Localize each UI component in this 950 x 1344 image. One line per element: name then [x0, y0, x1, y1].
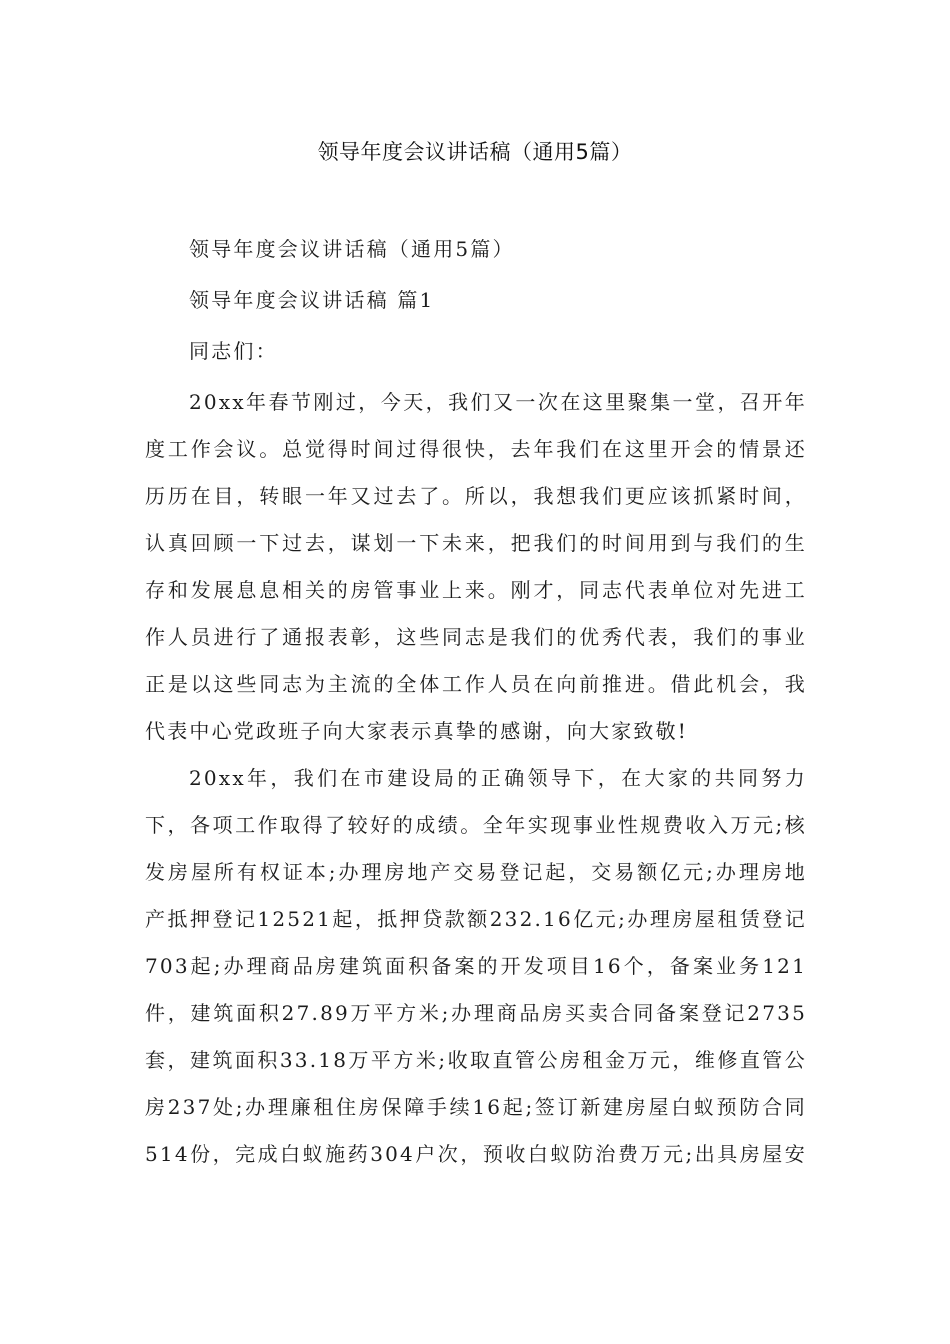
paragraph-line: 历历在目，转眼一年又过去了。所以，我想我们更应该抓紧时间，	[145, 484, 807, 508]
salutation: 同志们：	[189, 339, 278, 363]
paragraph-line: 产抵押登记12521起，抵押贷款额232.16亿元;办理房屋租赁登记	[145, 907, 807, 931]
paragraph-1	[145, 382, 807, 758]
paragraph-line: 正是以这些同志为主流的全体工作人员在向前推进。借此机会，我	[145, 672, 807, 696]
paragraph-line: 房237处;办理廉租住房保障手续16起;签订新建房屋白蚁预防合同	[145, 1095, 807, 1119]
paragraph-line: 套，建筑面积33.18万平方米;收取直管公房租金万元，维修直管公	[145, 1048, 807, 1072]
paragraph-line: 存和发展息息相关的房管事业上来。刚才，同志代表单位对先进工	[145, 578, 807, 602]
document-subtitle: 领导年度会议讲话稿（通用5篇）	[189, 237, 515, 261]
paragraph-line: 作人员进行了通报表彰，这些同志是我们的优秀代表，我们的事业	[145, 625, 807, 649]
document-title: 领导年度会议讲话稿（通用5篇）	[317, 140, 633, 164]
paragraph-line: 703起;办理商品房建筑面积备案的开发项目16个，备案业务121	[145, 954, 807, 978]
paragraph-line: 20xx年，我们在市建设局的正确领导下，在大家的共同努力	[189, 766, 807, 790]
paragraph-line: 下，各项工作取得了较好的成绩。全年实现事业性规费收入万元;核	[145, 813, 807, 837]
paragraph-line: 发房屋所有权证本;办理房地产交易登记起，交易额亿元;办理房地	[145, 860, 807, 884]
paragraph-line: 认真回顾一下过去，谋划一下未来，把我们的时间用到与我们的生	[145, 531, 807, 555]
paragraph-line: 度工作会议。总觉得时间过得很快，去年我们在这里开会的情景还	[145, 437, 807, 461]
paragraph-line: 20xx年春节刚过，今天，我们又一次在这里聚集一堂，召开年	[189, 390, 807, 414]
document-body	[145, 229, 807, 1181]
paragraph-2	[145, 758, 807, 1181]
paragraph-line: 514份，完成白蚁施药304户次，预收白蚁防治费万元;出具房屋安	[145, 1142, 807, 1166]
paragraph-line: 代表中心党政班子向大家表示真挚的感谢，向大家致敬!	[145, 719, 689, 743]
paragraph-line: 件，建筑面积27.89万平方米;办理商品房买卖合同备案登记2735	[145, 1001, 807, 1025]
section-heading: 领导年度会议讲话稿 篇1	[189, 288, 435, 312]
